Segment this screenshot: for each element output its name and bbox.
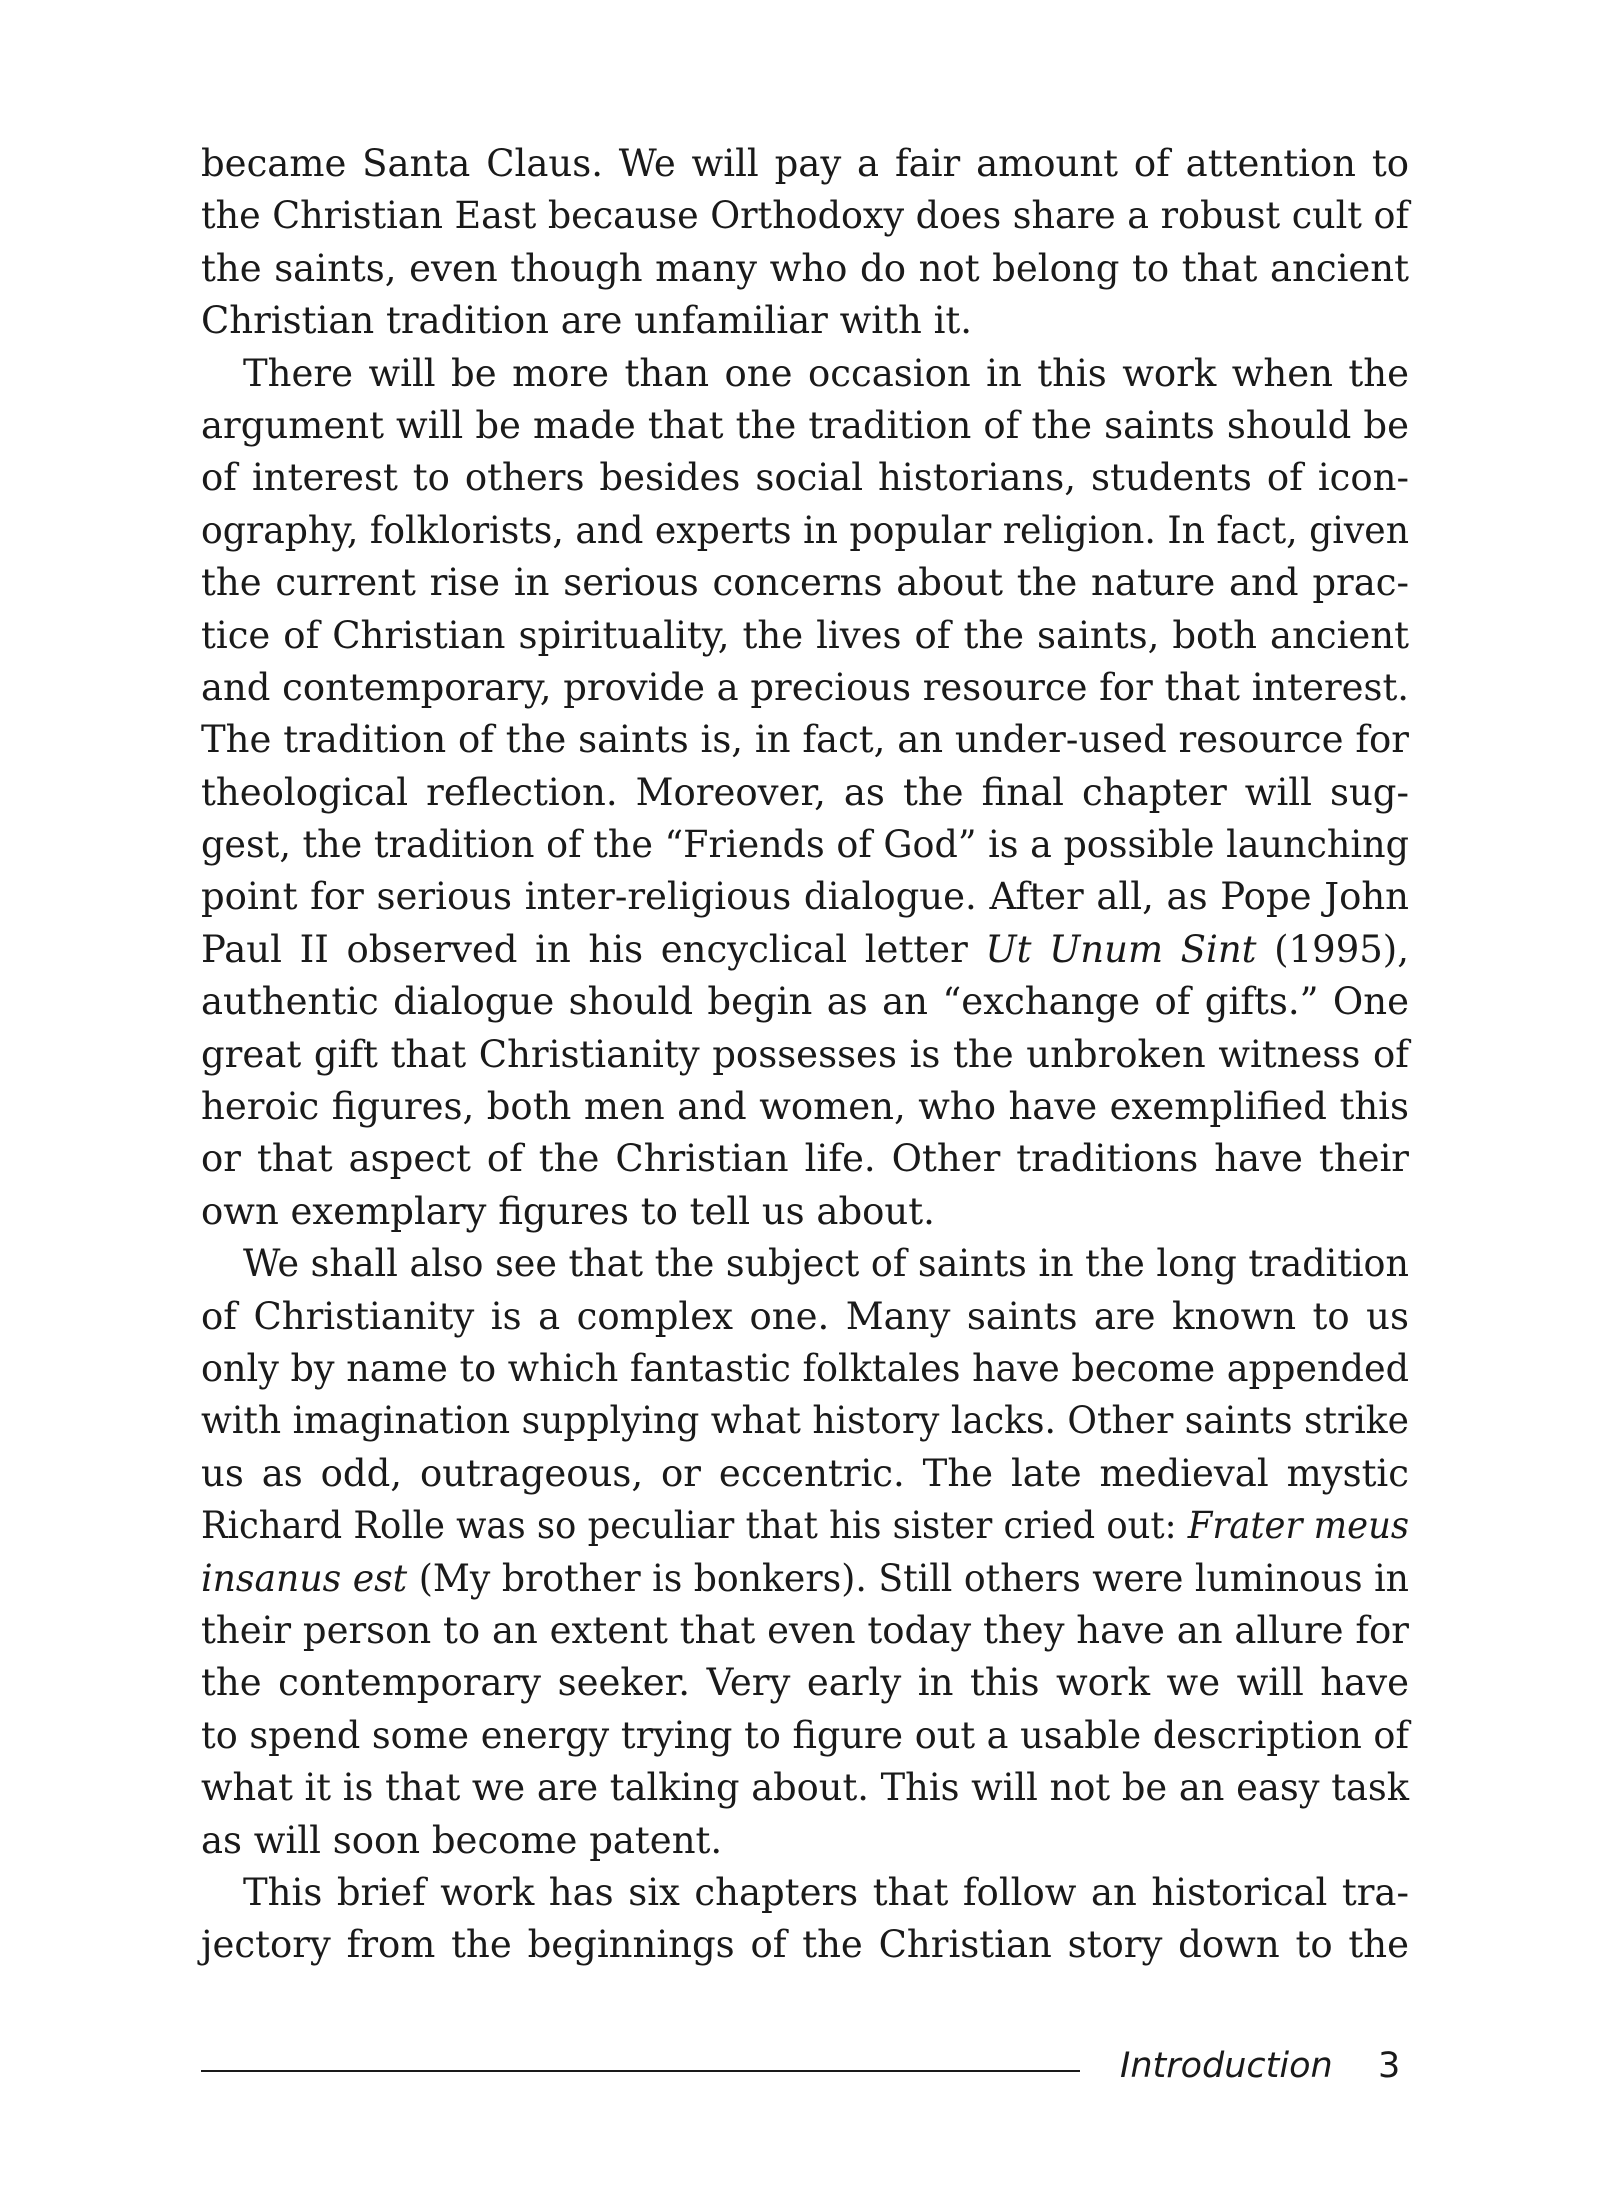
italic-text: Ut Unum Sint [985, 927, 1257, 971]
text-line [201, 1343, 1409, 1395]
text-line [201, 348, 1409, 400]
text-line [201, 1553, 1409, 1605]
body-text [201, 138, 1409, 1972]
text-line [201, 1081, 1409, 1133]
page-number: 3 [1378, 2046, 1401, 2086]
text-line [201, 243, 1409, 295]
text-run: Christian tradition are unfamiliar with it. [201, 299, 973, 343]
text-run: or that aspect of the Christian life. Other traditions have their [201, 1137, 1409, 1181]
paragraph [201, 1867, 1409, 1972]
text-line [201, 1448, 1409, 1500]
text-line [201, 1395, 1409, 1447]
text-line [201, 714, 1409, 766]
text-line [201, 1186, 1409, 1238]
text-line [201, 610, 1409, 662]
text-line [201, 1867, 1409, 1919]
text-run: argument will be made that the tradition of the saints should be [201, 403, 1409, 447]
text-run: as will soon become patent. [201, 1818, 723, 1862]
text-run: great gift that Christianity possesses is the unbroken witness of [201, 1032, 1409, 1076]
italic-text: insanus est [201, 1556, 408, 1600]
text-run: point for serious inter-religious dialogue. After all, as Pope John [201, 875, 1409, 919]
text-run: the current rise in serious concerns about the nature and prac- [201, 561, 1409, 605]
text-line [201, 1291, 1409, 1343]
text-run: the Christian East because Orthodoxy does share a robust cult of [201, 194, 1409, 238]
text-line [201, 1605, 1409, 1657]
text-line [201, 924, 1409, 976]
text-run: of interest to others besides social historians, students of icon- [201, 456, 1409, 500]
text-run: There will be more than one occasion in this work when the [243, 351, 1409, 395]
text-run: Richard Rolle was so peculiar that his sister cried out: [201, 1504, 1188, 1548]
text-run: gest, the tradition of the “Friends of God” is a possible launching [201, 823, 1409, 867]
text-run: became Santa Claus. We will pay a fair amount of attention to [201, 142, 1409, 185]
text-run: own exemplary figures to tell us about. [201, 1189, 935, 1233]
text-run: only by name to which fantastic folktales have become appended [201, 1346, 1409, 1390]
text-run: and contemporary, provide a precious resource for that interest. [201, 665, 1410, 709]
text-line [201, 557, 1409, 609]
text-line [201, 505, 1409, 557]
text-line [201, 400, 1409, 452]
text-run: We shall also see that the subject of saints in the long tradition [243, 1242, 1409, 1286]
text-run: ography, folklorists, and experts in popular religion. In fact, given [201, 508, 1409, 552]
text-run: authentic dialogue should begin as an “exchange of gifts.” One [201, 980, 1409, 1024]
text-run: heroic figures, both men and women, who have exemplified this [201, 1085, 1409, 1129]
text-line [201, 295, 1409, 347]
text-line [201, 871, 1409, 923]
running-footer-section: Introduction [1120, 2046, 1333, 2086]
text-run: Paul II observed in his encyclical letter [201, 927, 986, 971]
text-line [201, 138, 1409, 190]
paragraph [201, 1238, 1409, 1867]
text-line [201, 1238, 1409, 1290]
text-line [201, 819, 1409, 871]
text-line [201, 1657, 1409, 1709]
text-line [201, 1500, 1409, 1552]
text-line [201, 767, 1409, 819]
text-line [201, 190, 1409, 242]
text-run: theological reflection. Moreover, as the final chapter will sug- [201, 770, 1409, 814]
text-run: jectory from the beginnings of the Christian story down to the [201, 1923, 1409, 1967]
text-run: of Christianity is a complex one. Many saints are known to us [201, 1294, 1409, 1338]
paragraph [201, 138, 1409, 348]
text-run: (1995), [1256, 927, 1409, 971]
text-run: to spend some energy trying to figure out a usable description of [201, 1713, 1410, 1757]
text-run: tice of Christian spirituality, the lives of the saints, both ancient [201, 613, 1409, 657]
text-run: what it is that we are talking about. This will not be an easy task [201, 1766, 1410, 1810]
text-run: the contemporary seeker. Very early in this work we will have [201, 1661, 1409, 1705]
text-line [201, 1762, 1409, 1814]
text-run: with imagination supplying what history lacks. Other saints strike [201, 1399, 1410, 1443]
text-line [201, 1815, 1409, 1867]
text-line [201, 976, 1409, 1028]
text-line [201, 1029, 1409, 1081]
text-line [201, 452, 1409, 504]
text-run: the saints, even though many who do not belong to that ancient [201, 246, 1409, 290]
text-line [201, 1919, 1409, 1971]
italic-text: Frater meus [1187, 1504, 1410, 1548]
footer-rule [201, 2070, 1080, 2072]
text-run: us as odd, outrageous, or eccentric. The late medieval mystic [201, 1451, 1409, 1495]
text-line [201, 1133, 1409, 1185]
text-line [201, 662, 1409, 714]
text-run: The tradition of the saints is, in fact, an under-used resource for [201, 718, 1409, 762]
text-line [201, 1710, 1409, 1762]
text-run: This brief work has six chapters that follow an historical tra- [243, 1870, 1409, 1914]
text-run: their person to an extent that even today they have an allure for [201, 1608, 1409, 1652]
paragraph [201, 348, 1409, 1239]
text-run: (My brother is bonkers). Still others were luminous in [407, 1556, 1409, 1600]
